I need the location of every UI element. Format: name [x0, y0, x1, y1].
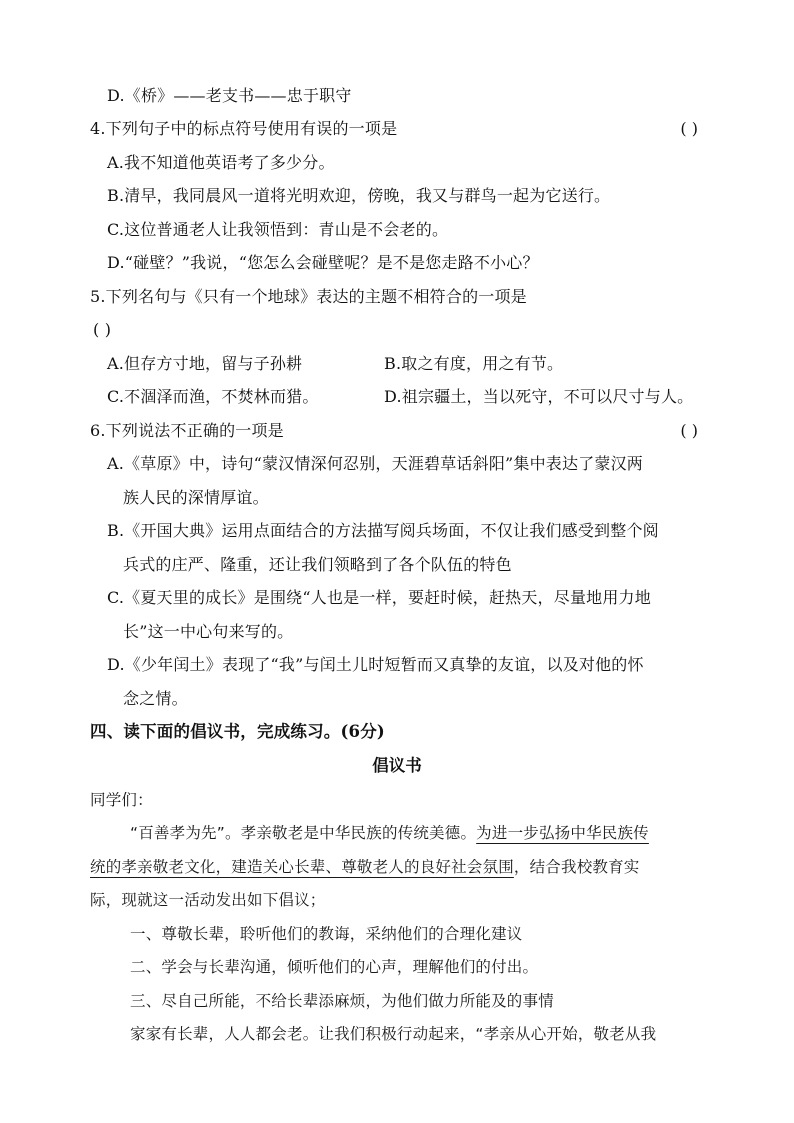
letter-item-2: 二、学会与长辈沟通，倾听他们的心声，理解他们的付出。: [130, 958, 539, 976]
underlined-sentence-part2: 统的孝亲敬老文化，建造关心长辈、尊敬老人的良好社会氛围: [90, 858, 514, 876]
letter-paragraph-line2: [90, 855, 640, 879]
q4-option-b: B.清早，我同晨风一道将光明欢迎，傍晚，我又与群鸟一起为它送行。: [107, 186, 611, 205]
q6-option-a-line2: 族人民的深情厚谊。: [123, 488, 269, 507]
q5-option-a: A.但存方寸地，留与子孙耕: [107, 354, 303, 373]
q5-option-d: D.祖宗疆土，当以死守，不可以尺寸与人。: [384, 387, 694, 406]
letter-p1-period: 。: [460, 824, 477, 842]
q4-stem: 4.下列句子中的标点符号使用有误的一项是: [90, 119, 398, 138]
q3-option-d: D.《桥》——老支书——忠于职守: [107, 86, 352, 105]
q6-answer-paren: ( ): [680, 421, 698, 440]
letter-item-3: 三、尽自己所能，不给长辈添麻烦，为他们做力所能及的事情: [130, 992, 554, 1010]
q6-option-d-line1: D.《少年闰土》表现了“我”与闰土儿时短暂而又真挚的友谊，以及对他的怀: [107, 655, 644, 674]
q4-answer-paren: ( ): [680, 119, 698, 138]
q6-option-d-line2: 念之情。: [123, 689, 188, 708]
letter-last-line: 家家有长辈，人人都会老。让我们积极行动起来，“孝亲从心开始，敬老从我: [130, 1025, 657, 1043]
q6-option-b-line2: 兵式的庄严、隆重，还让我们领略到了各个队伍的特色: [123, 555, 512, 574]
q6-option-b-line1: B.《开国大典》运用点面结合的方法描写阅兵场面，不仅让我们感受到整个阅: [107, 521, 659, 540]
q4-option-a: A.我不知道他英语考了多少分。: [107, 153, 335, 172]
q5-answer-paren: ( ): [93, 320, 112, 339]
q6-option-a-line1: A.《草原》中，诗句“蒙汉情深何忍别，天涯碧草话斜阳”集中表达了蒙汉两: [107, 454, 644, 473]
q4-option-c: C.这位普通老人让我领悟到：青山是不会老的。: [107, 220, 449, 239]
underlined-sentence-part1: 为进一步弘扬中华民族传: [476, 824, 649, 842]
q4-option-d: D.“碰壁？”我说，“您怎么会碰壁呢？是不是您走路不小心？: [107, 253, 539, 272]
letter-paragraph-line1: [130, 821, 649, 845]
letter-title: 倡议书: [372, 756, 422, 775]
q6-stem: 6.下列说法不正确的一项是: [90, 421, 284, 440]
letter-p1-start: “百善孝为先”。孝亲敬老是中华民族的传统美德: [130, 824, 461, 842]
letter-greeting: 同学们：: [90, 791, 153, 809]
letter-item-1: 一、尊敬长辈，聆听他们的教诲，采纳他们的合理化建议: [130, 925, 523, 943]
letter-paragraph-line3: 际，现就这一活动发出如下倡议；: [90, 891, 326, 909]
q6-option-c-line2: 长”这一中心句来写的。: [123, 622, 294, 641]
letter-p1-after: ，结合我校教育实: [513, 858, 640, 876]
q5-stem: 5.下列名句与《只有一个地球》表达的主题不相符合的一项是: [90, 287, 527, 306]
section-4-title: 四、读下面的倡议书，完成练习。(6分): [90, 722, 385, 741]
q5-option-c: C.不涸泽而渔，不焚林而猎。: [107, 387, 319, 406]
q5-option-b: B.取之有度，用之有节。: [384, 354, 564, 373]
q6-option-c-line1: C.《夏天里的成长》是围绕“人也是一样，要赶时候，赶热天，尽量地用力地: [107, 588, 651, 607]
